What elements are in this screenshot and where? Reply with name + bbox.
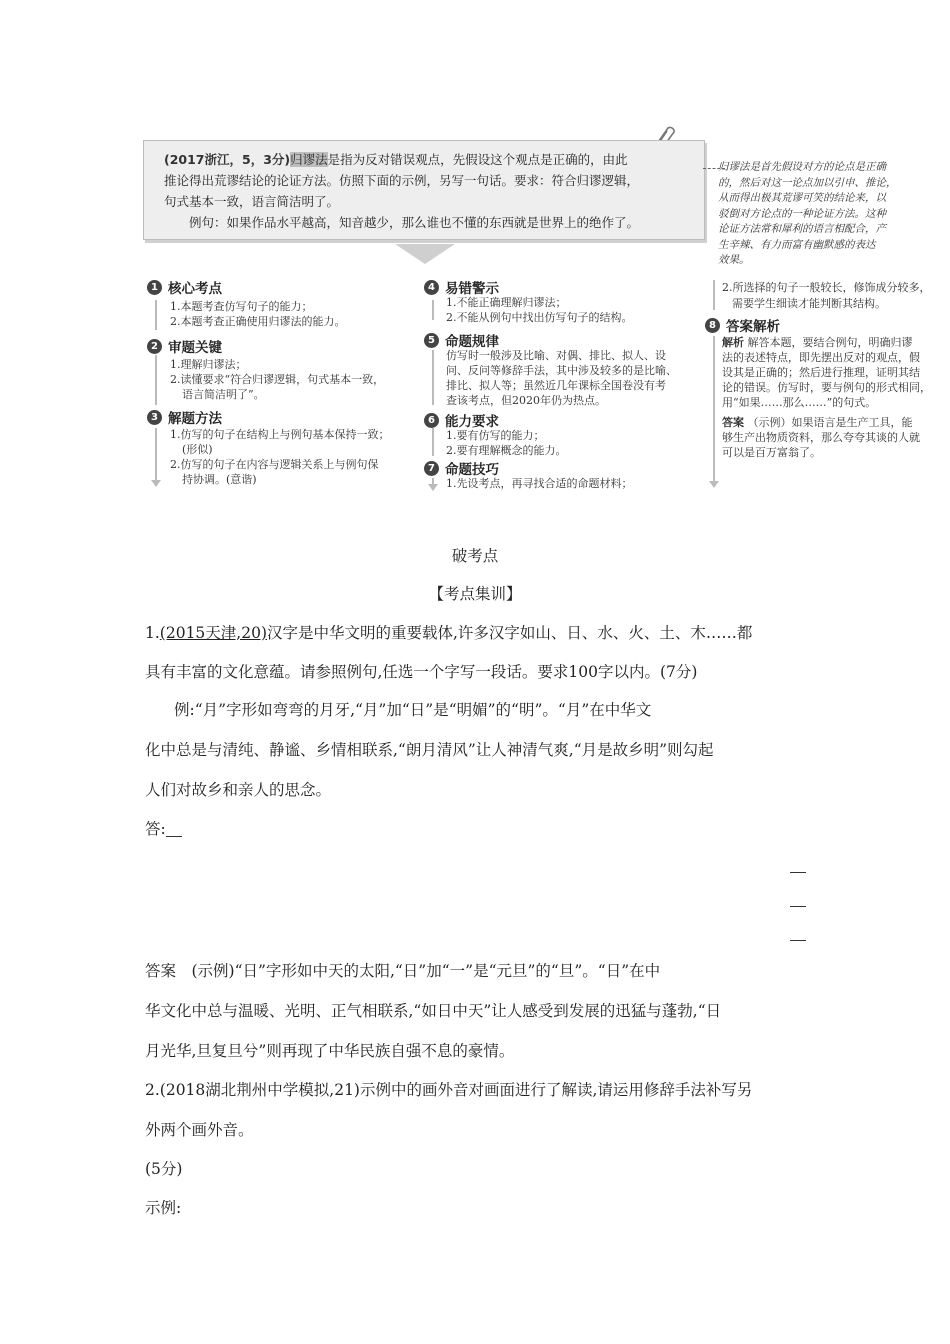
funnel-arrow-icon [395,244,455,268]
question-2-example-label: 示例: [145,1199,182,1217]
analysis-line [722,336,913,351]
list-item: 1.先设考点，再寻找合适的命题材料； [446,477,633,490]
answer-blank[interactable] [166,836,182,837]
section-title: 解题方法 [168,411,222,427]
list-item: 1.仿写的句子在结构上与例句基本保持一致； [170,428,390,441]
question-1-line: 具有丰富的文化意蕴。请参照例句,任选一个字写一段话。要求100字以内。(7分) [145,663,698,681]
list-item: 1.理解归谬法； [170,358,247,371]
answer-1-line: 月光华,旦复旦兮”则再现了中华民族自强不息的豪情。 [145,1042,515,1060]
analysis-line: 法的表述特点，即先摆出反对的观点，假 [722,351,920,364]
section-ability [424,410,499,430]
question-1-example: 化中总是与清纯、静谧、乡情相联系,“朗月清风”让人神清气爽,“月是故乡明”则勾起 [145,741,714,759]
analysis-line: 论的错误。仿写时，要与例句的形式相同， [722,381,931,394]
flow-line [713,280,715,310]
section-title: 答案解析 [726,319,780,335]
list-item: 1.要有仿写的能力； [446,429,545,442]
section-subheading: 【考点集训】 [428,585,522,603]
list-item: 1.不能正确理解归谬法； [446,296,567,309]
question-text: 汉字是中华文明的重要载体,许多汉字如山、日、水、火、土、木……都 [267,624,753,642]
section-title: 能力要求 [445,414,499,430]
list-item: 2.仿写的句子在内容与逻辑关系上与例句保 [170,458,379,471]
note-line: 效果。 [718,254,750,266]
section-key-reading [147,336,222,356]
note-line: 归谬法是首先假设对方的论点是正确 [718,161,886,173]
question-example: 例句：如果作品水平越高，知音越少，那么谁也不懂的东西就是世界上的绝作了。 [189,215,640,230]
answer-label: 答案 [722,416,744,429]
note-line: 驳倒对方论点的一种论证方法。这种 [718,207,886,220]
list-item: 查该考点，但2020年仍为热点。 [446,394,606,407]
list-item: 排比、拟人等；虽然近几年课标全国卷没有考 [446,379,666,392]
note-line: 的，然后对这一论点加以引申、推论， [718,176,897,189]
flow-line [432,350,434,405]
section-answer-analysis [705,315,780,335]
flow-line [432,428,434,456]
handwritten-note [718,160,948,269]
section-number: 7 [424,461,439,476]
question-box [143,140,705,240]
section-method [147,407,222,427]
analysis-line: 设其是正确的；然后进行推理，证明其结 [722,366,920,379]
answer-prompt-label: 答: [145,820,166,838]
list-item: 语言简洁明了”。 [182,388,265,401]
list-item: 2.不能从例句中找出仿写句子的结构。 [446,311,633,324]
section-number: 1 [147,280,162,295]
section-number: 8 [705,318,720,333]
section-error-warning [424,277,499,297]
answer-blank-line[interactable] [790,906,806,907]
answer-prompt [145,817,182,839]
question-2-line: 外两个画外音。 [145,1121,254,1139]
question-source: (2017浙江，5，3分) [164,152,291,167]
flow-line [432,300,434,320]
section-number: 2 [147,339,162,354]
section-technique [424,458,499,478]
list-item: 需要学生细读才能判断其结构。 [732,297,886,310]
question-number: 1. [145,624,160,642]
question-line: 句式基本一致，语言简洁明了。 [164,194,340,209]
note-line: 从而得出极其荒谬可笑的结论来，以 [718,192,886,204]
section-heading: 破考点 [451,547,499,565]
flow-line [155,428,157,480]
question-1-example: 例:“月”字形如弯弯的月牙,“月”加“日”是“明媚”的“明”。“月”在中华文 [174,701,652,719]
list-item: 2.所选择的句子一般较长，修饰成分较多， [722,281,931,294]
section-title: 易错警示 [445,281,499,297]
question-source: (2015天津,20) [159,624,267,642]
section-number: 5 [424,333,439,348]
question-2-line: 2.(2018湖北荆州中学模拟,21)示例中的画外音对画面进行了解读,请运用修辞手法补写另 [145,1081,753,1099]
section-title: 命题规律 [445,334,499,350]
analysis-text: 解答本题，要结合例句，明确归谬 [747,336,913,349]
answer-line: 够生产出物质资料，那么夸夸其谈的人就 [722,431,920,444]
section-core-points [147,277,222,297]
list-item: 仿写时一般涉及比喻、对偶、排比、拟人、设 [446,349,666,362]
arrow-down-icon [428,484,438,491]
section-number: 4 [424,280,439,295]
list-item: 问、反问等修辞手法，其中涉及较多的是比喻、 [446,364,677,377]
question-term: 归谬法 [290,152,328,167]
question-2-score: (5分) [145,1160,183,1178]
section-number: 3 [147,410,162,425]
analysis-label: 解析 [722,336,744,349]
answer-line [722,416,913,431]
answer-text: （示例）如果语言是生产工具，能 [747,416,913,429]
flow-line [155,300,157,330]
note-line: 论证方法常和犀利的语言相配合，产 [718,223,886,235]
section-title: 命题技巧 [445,462,499,478]
answer-1-line: 答案 (示例)“日”字形如中天的太阳,“日”加“一”是“元旦”的“旦”。“日”在中 [145,962,661,980]
list-item: 2.要有理解概念的能力。 [446,444,567,457]
answer-blank-line[interactable] [790,940,806,941]
flow-line [713,336,715,481]
question-1-example: 人们对故乡和亲人的思念。 [145,781,332,799]
list-item: 2.读懂要求“符合归谬逻辑，句式基本一致， [170,373,385,386]
section-number: 6 [424,413,439,428]
answer-1-line: 华文化中总与温暖、光明、正气相联系,“如日中天”让人感受到发展的迅猛与蓬勃,“日 [145,1002,722,1020]
question-line: 是指为反对错误观点，先假设这个观点是正确的，由此 [327,152,628,167]
flow-line [155,355,157,405]
section-title: 审题关键 [168,340,222,356]
section-pattern [424,330,499,350]
answer-blank-line[interactable] [790,872,806,873]
arrow-down-icon [709,481,719,488]
list-item: (形似) [182,443,213,456]
list-item: 2.本题考查正确使用归谬法的能力。 [170,315,346,328]
list-item: 持协调。(意谐) [182,473,257,486]
note-line: 生辛辣、有力而富有幽默感的表达 [718,238,876,251]
analysis-line: 用“如果……那么……”的句式。 [722,396,877,409]
question-text [164,149,692,212]
question-1-line [145,621,752,643]
question-line: 推论得出荒谬结论的论证方法。仿照下面的示例，另写一句话。要求：符合归谬逻辑， [164,173,640,188]
arrow-down-icon [151,480,161,487]
list-item: 1.本题考查仿写句子的能力； [170,300,313,313]
answer-line: 可以是百万富翁了。 [722,446,821,459]
section-title: 核心考点 [168,281,222,297]
